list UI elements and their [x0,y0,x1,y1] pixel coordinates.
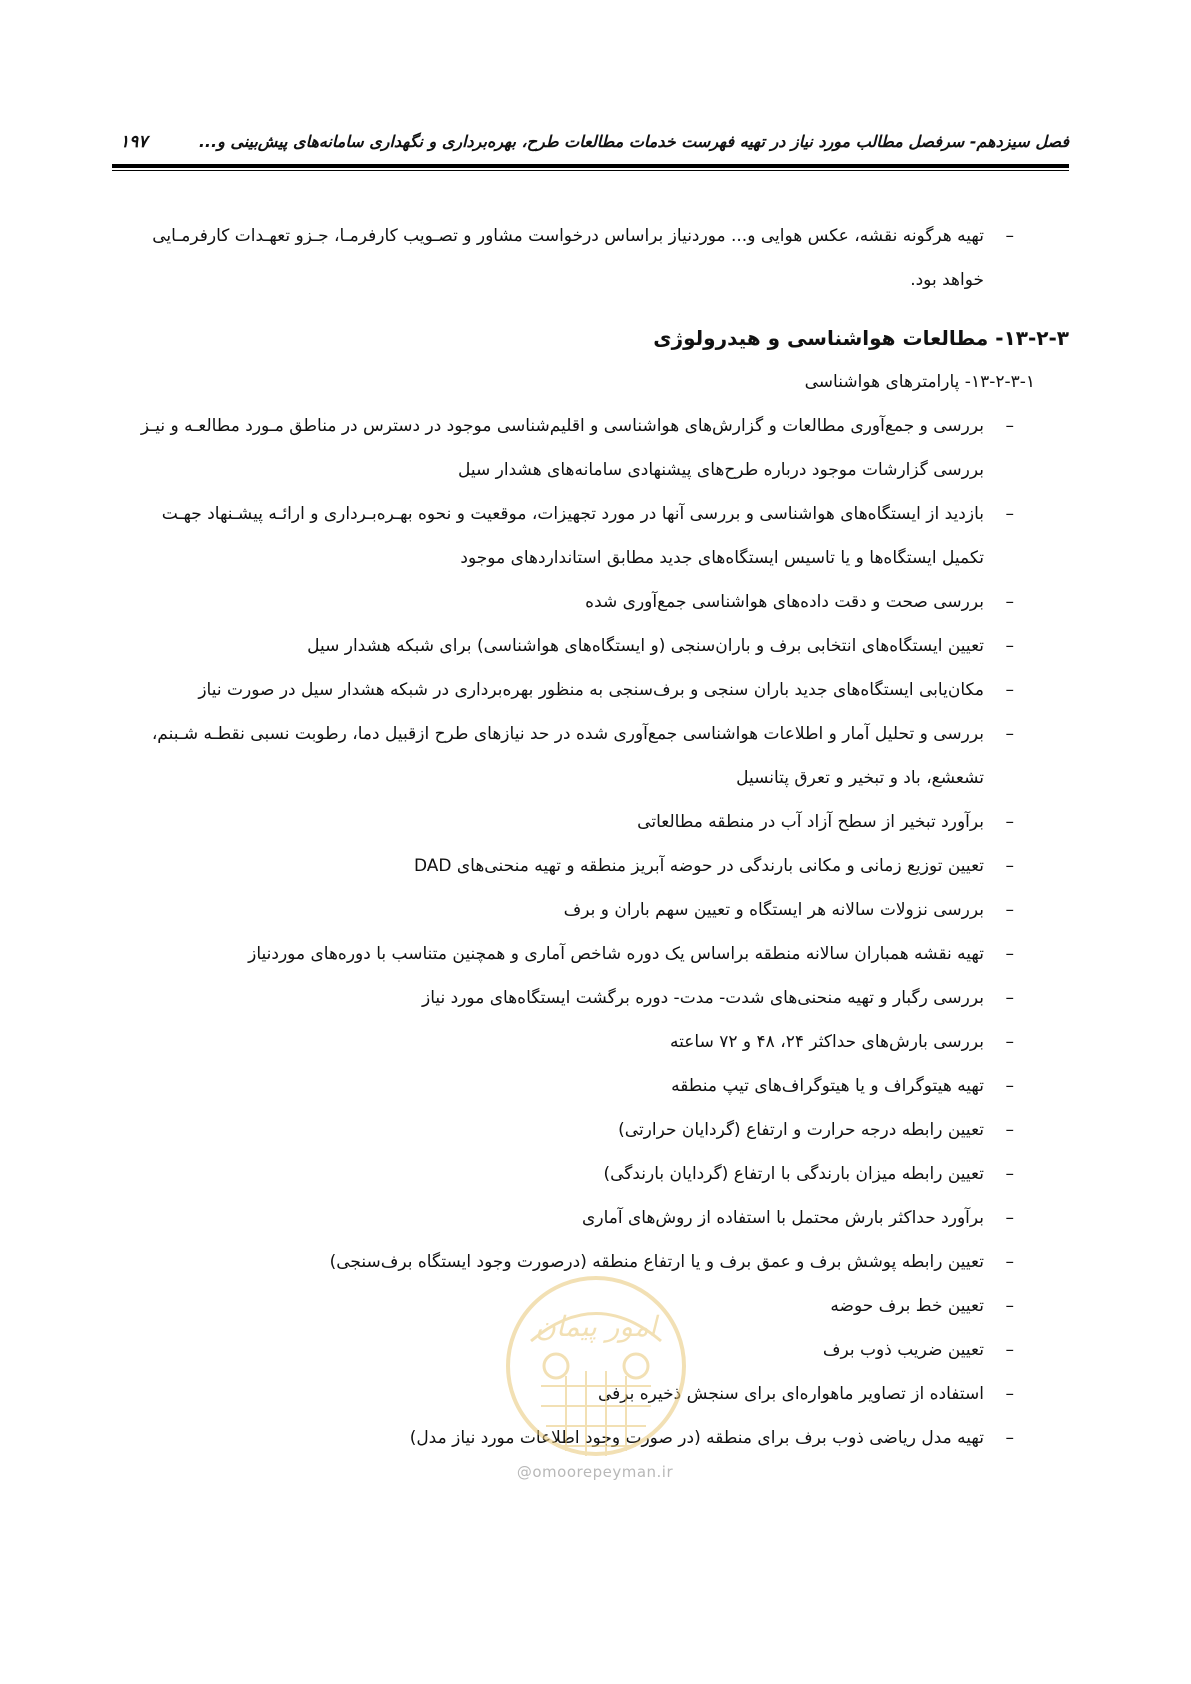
bullet-text-line1: تهیه نقشه همباران سالانه منطقه براساس یک دوره شاخص آماری و همچنین متناسب با دوره‌های موردنیاز [248,944,984,964]
bullet-item [112,580,1069,624]
running-header [112,128,1069,164]
watermark-logo-text: امور پیمان [535,1310,657,1343]
bullet-item [112,624,1069,668]
header-rule-thick [112,164,1069,168]
bullet-item [112,1108,1069,1152]
bullet-text-line1: بررسی صحت و دقت داده‌های هواشناسی جمع‌آوری شده [585,592,984,612]
bullet-text-line1: برآورد حداکثر بارش محتمل با استفاده از روش‌های آماری [582,1208,984,1228]
bullet-item [112,800,1069,844]
bullet-item [112,1020,1069,1064]
bullet-item [112,844,1069,888]
bullet-text-line1: بررسی رگبار و تهیه منحنی‌های شدت- مدت- دوره برگشت ایستگاه‌های مورد نیاز [421,988,984,1008]
bullet-dash: – [1005,416,1014,436]
bullet-text-line1: تعیین رابطه پوشش برف و عمق برف و یا ارتفاع منطقه (درصورت وجود ایستگاه برف‌سنجی) [329,1252,984,1272]
bullet-text-line1: تهیه هیتوگراف و یا هیتوگراف‌های تیپ منطقه [671,1076,984,1096]
bullet-dash: – [1005,592,1014,612]
bullet-text-line1: برآورد تبخیر از سطح آزاد آب در منطقه مطالعاتی [637,812,984,832]
bullet-dash: – [1005,1252,1014,1272]
watermark-logo-icon [496,1266,696,1496]
bullet-dash: – [1005,900,1014,920]
bullet-dash: – [1005,1384,1014,1404]
bullet-text-line1: تهیه هرگونه نقشه، عکس هوایی و... موردنیاز براساس درخواست مشاور و تصـویب کارفرمـا، جـزو تعهـدات کارفرمـایی [152,226,984,246]
bullet-item [112,1152,1069,1196]
bullet-text-line1: بررسی نزولات سالانه هر ایستگاه و تعیین سهم باران و برف [563,900,984,920]
bullet-dash: – [1005,1208,1014,1228]
bullet-dash: – [1005,724,1014,744]
bullet-text-line1: استفاده از تصاویر ماهواره‌ای برای سنجش ذخیره برفی [597,1384,984,1404]
header-rule-thin [112,170,1069,171]
bullet-dash: – [1005,636,1014,656]
bullet-text-line1: تعیین رابطه میزان بارندگی با ارتفاع (گردایان بارندگی) [603,1164,984,1184]
bullet-item [112,1196,1069,1240]
bullet-text-line1: بررسی و تحلیل آمار و اطلاعات هواشناسی جمع‌آوری شده در حد نیازهای طرح ازقبیل دما، رطوبت نسبی نقطـه شـبنم، [151,724,984,744]
page-number: ۱۹۷ [120,132,148,152]
bullet-text-line1: بررسی بارش‌های حداکثر ۲۴، ۴۸ و ۷۲ ساعته [670,1032,984,1052]
bullet-item [112,976,1069,1020]
bullet-dash: – [1005,856,1014,876]
bullet-dash: – [1005,1296,1014,1316]
bullet-dash: – [1005,1340,1014,1360]
bullet-dash: – [1005,680,1014,700]
bullet-text-line1: تعیین ضریب ذوب برف [822,1340,984,1360]
bullet-item [112,888,1069,932]
bullet-text-line1: تعیین خط برف حوضه [830,1296,984,1316]
bullet-text-line1: تهیه مدل ریاضی ذوب برف برای منطقه (در صورت وجود اطلاعات مورد نیاز مدل) [409,1428,984,1448]
bullet-dash: – [1005,1428,1014,1448]
bullet-dash: – [1005,1120,1014,1140]
bullet-text-line2: تشعشع، باد و تبخیر و تعرق پتانسیل [736,768,984,788]
bullet-text-line1: تعیین رابطه درجه حرارت و ارتفاع (گردایان حرارتی) [618,1120,984,1140]
bullet-dash: – [1005,988,1014,1008]
bullet-dash: – [1005,1032,1014,1052]
bullet-item [112,492,1069,580]
bullet-dash: – [1005,504,1014,524]
bullet-text-line1: بررسی و جمع‌آوری مطالعات و گزارش‌های هواشناسی و اقلیم‌شناسی موجود در دسترس در مناطق مـورد مطالعـه و نیـز [140,416,984,436]
bullet-dash: – [1005,1164,1014,1184]
bullet-dash: – [1005,1076,1014,1096]
header-title: فصل سیزدهم- سرفصل مطالب مورد نیاز در تهیه فهرست خدمات مطالعات طرح، بهره‌برداری و نگهداری سامانه‌های پیش‌بینی و... [198,132,1069,151]
bullet-text-line2: خواهد بود. [910,270,984,290]
bullet-item [112,404,1069,492]
intro-bullet [112,214,1069,302]
bullet-text-line1: تعیین توزیع زمانی و مکانی بارندگی در حوضه آبریز منطقه و تهیه منحنی‌های DAD [413,856,984,876]
bullet-text-line1: بازدید از ایستگاه‌های هواشناسی و بررسی آنها در مورد تجهیزات، موقعیت و نحوه بهـره‌بـرداری و ارائـه پیشـنهاد جهـت [161,504,984,524]
bullet-item [112,668,1069,712]
subsection-heading: ۱۳-۲-۳-۱- پارامترهای هواشناسی [804,372,1035,392]
watermark-site: omoorepeyman.ir [532,1463,674,1481]
bullet-item [112,712,1069,800]
section-heading: ۱۳-۲-۳- مطالعات هواشناسی و هیدرولوژی [653,326,1069,350]
bullet-dash: – [1005,812,1014,832]
bullet-text-line1: تعیین ایستگاه‌های انتخابی برف و باران‌سنجی (و ایستگاه‌های هواشناسی) برای شبکه هشدار سیل [307,636,984,656]
bullet-item [112,1064,1069,1108]
watermark-site-text: @omoorepeyman.ir [516,1463,674,1481]
bullet-text-line2: بررسی گزارشات موجود درباره طرح‌های پیشنهادی سامانه‌های هشدار سیل [458,460,984,480]
bullet-dash: – [1005,226,1014,246]
bullet-text-line2: تکمیل ایستگاه‌ها و یا تاسیس ایستگاه‌های جدید مطابق استانداردهای موجود [460,548,984,568]
bullet-text-line1: مکان‌یابی ایستگاه‌های جدید باران سنجی و برف‌سنجی به منظور بهره‌برداری در شبکه هشدار سیل در صورت نیاز [198,680,984,700]
bullet-item [112,932,1069,976]
bullet-dash: – [1005,944,1014,964]
